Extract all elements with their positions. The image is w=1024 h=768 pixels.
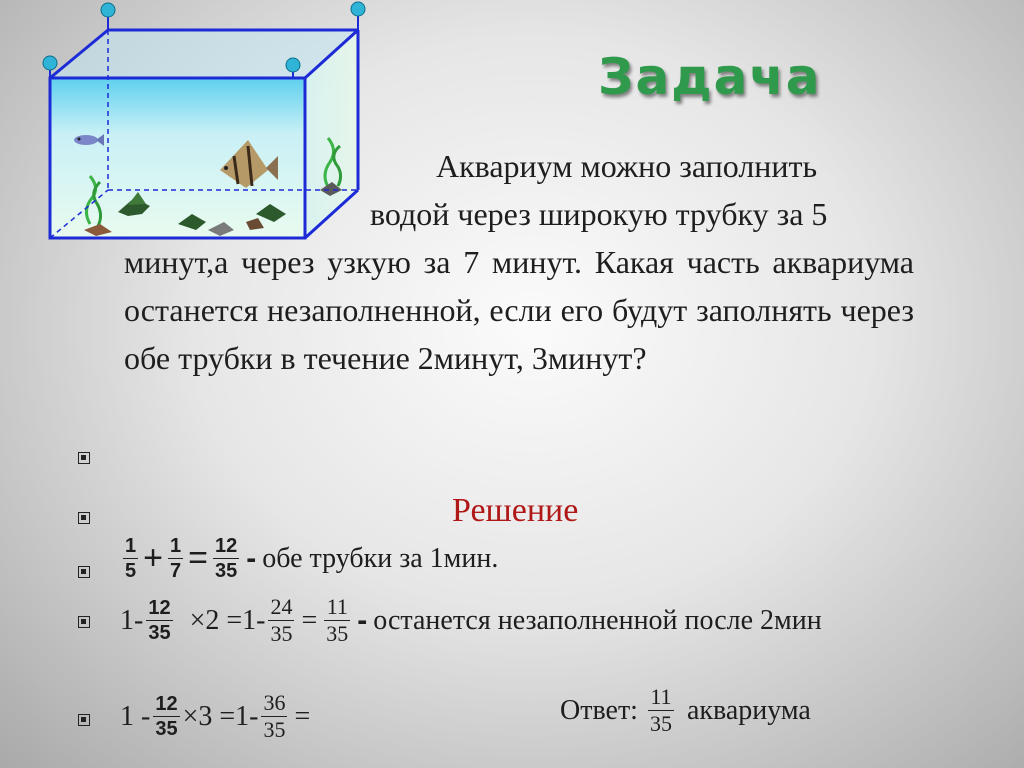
answer-text: аквариума	[686, 694, 811, 726]
fraction: $\frac{1}{7}$	[169, 535, 182, 582]
problem-text	[124, 142, 914, 382]
line-2-multiply: ×2 =1-	[189, 604, 266, 636]
fraction: $\frac{24}{35}$	[270, 594, 293, 646]
problem-rest: минут,а через узкую за 7 минут. Какая часть аквариума останется незаполненной, если его будут заполнять через обе трубки в течение 2минут, 3минут?	[124, 244, 914, 376]
fraction: $\frac{12}{35}$	[155, 693, 178, 740]
solution-heading: Решение	[452, 492, 579, 529]
dash: -	[246, 541, 257, 575]
fraction: $\frac{12}{35}$	[148, 597, 171, 644]
square-bullet-icon	[78, 512, 90, 524]
fraction: $\frac{12}{35}$	[214, 535, 238, 582]
line-1-text: обе трубки за 1мин.	[262, 542, 499, 574]
line-3-multiply: ×3 =1-	[182, 700, 259, 732]
solution-line-1	[120, 536, 498, 581]
square-bullet-icon	[78, 714, 90, 726]
answer-label: Ответ:	[560, 694, 638, 726]
equals-sign: =	[301, 604, 318, 636]
square-bullet-icon	[78, 616, 90, 628]
line-3-prefix: 1 -	[120, 700, 151, 732]
line-2-text: останется незаполненной после 2мин	[373, 604, 822, 636]
solution-line-2	[120, 596, 822, 645]
slide-title: Задача	[598, 48, 822, 106]
fraction: $\frac{11}{35}$	[649, 684, 672, 736]
line-2-prefix: 1-	[120, 604, 144, 636]
fraction: $\frac{11}{35}$	[326, 594, 349, 646]
problem-line-2: водой через широкую трубку за 5	[370, 196, 828, 232]
problem-line-1: Аквариум можно заполнить	[436, 148, 818, 184]
solution-line-3	[120, 692, 310, 741]
square-bullet-icon	[78, 566, 90, 578]
equals-sign: =	[294, 700, 311, 732]
answer	[560, 686, 811, 735]
plus-sign: +	[143, 539, 163, 577]
equals-sign: =	[188, 539, 208, 577]
fraction: $\frac{36}{35}$	[263, 690, 286, 742]
fraction: $\frac{1}{5}$	[125, 535, 137, 582]
dash: -	[357, 603, 368, 637]
square-bullet-icon	[78, 452, 90, 464]
